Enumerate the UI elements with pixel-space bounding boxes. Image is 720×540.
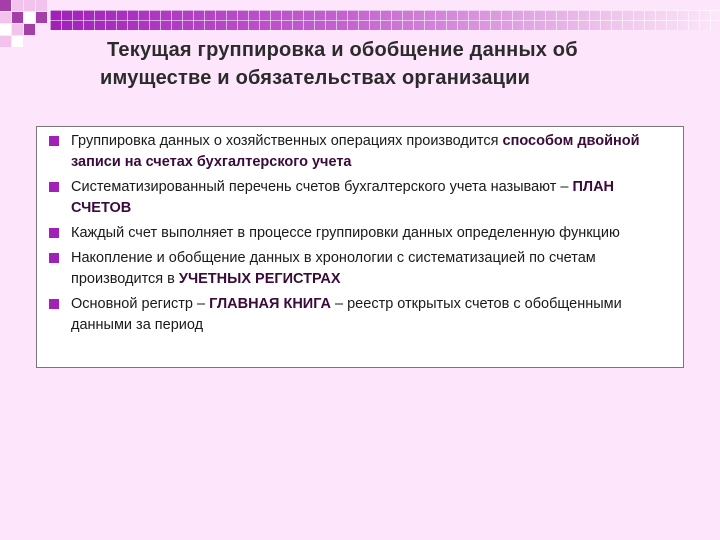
item-text: Каждый счет выполняет в процессе группировки данных определенную функцию xyxy=(71,225,620,241)
bar-grid-pattern xyxy=(50,10,720,30)
item-text: Систематизированный перечень счетов бухгалтерского учета называют – xyxy=(71,179,573,195)
corner-square xyxy=(24,0,35,11)
content-box xyxy=(36,126,684,368)
corner-square xyxy=(0,0,11,11)
item-text: Группировка данных о хозяйственных операциях производится xyxy=(71,133,503,149)
list-item xyxy=(49,223,673,244)
title-line-2: имуществе и обязательствах организации xyxy=(100,67,531,89)
corner-square xyxy=(0,12,11,23)
list-item xyxy=(49,131,673,173)
list-item xyxy=(49,177,673,219)
corner-square xyxy=(0,36,11,47)
list-item xyxy=(49,248,673,290)
corner-square xyxy=(24,12,35,23)
item-text-after: – реестр открытых счетов с обобщенными данными за период xyxy=(71,296,622,333)
corner-square xyxy=(12,36,23,47)
corner-square xyxy=(12,12,23,23)
corner-square xyxy=(24,24,35,35)
title-line-1: Текущая группировка и обобщение данных об xyxy=(107,39,578,61)
list-item xyxy=(49,294,673,336)
corner-square xyxy=(0,24,11,35)
item-bold-text: УЧЕТНЫХ РЕГИСТРАХ xyxy=(178,271,341,287)
corner-square xyxy=(36,12,47,23)
decorative-gradient-bar xyxy=(50,10,720,30)
corner-square xyxy=(12,24,23,35)
bullet-list xyxy=(49,131,673,336)
item-text: Основной регистр – xyxy=(71,296,210,312)
item-bold-text: ПЛАН СЧЕТОВ xyxy=(71,179,615,216)
square-bullet-icon xyxy=(49,299,59,309)
square-bullet-icon xyxy=(49,182,59,192)
square-bullet-icon xyxy=(49,228,59,238)
corner-square xyxy=(12,0,23,11)
corner-square xyxy=(36,0,47,11)
square-bullet-icon xyxy=(49,253,59,263)
square-bullet-icon xyxy=(49,136,59,146)
item-bold-text: способом двойной записи на счетах бухгалтерского учета xyxy=(71,133,640,170)
slide-title xyxy=(100,36,700,92)
item-bold-text: ГЛАВНАЯ КНИГА xyxy=(209,296,331,312)
item-text: Накопление и обобщение данных в хронологии с систематизацией по счетам производится в xyxy=(71,250,596,287)
